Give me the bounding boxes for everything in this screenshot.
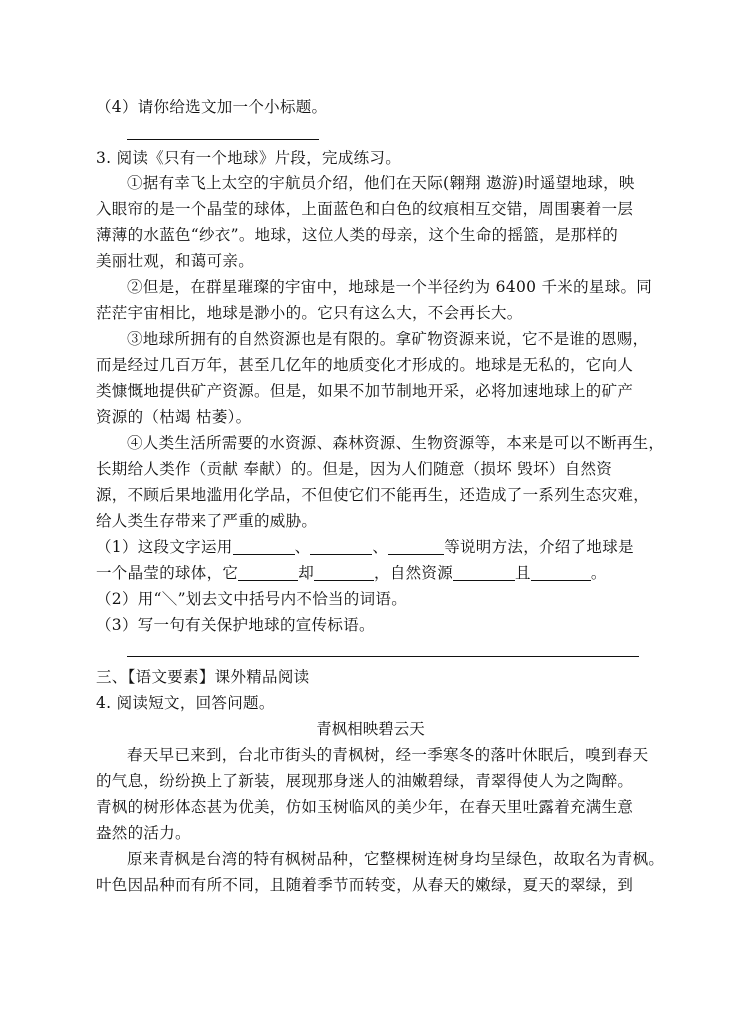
q2-4-text: （4）请你给选文加一个小标题。 [96,98,328,116]
q3-p4-line: 给人类生存带来了严重的威胁。 [96,512,318,530]
q3-p1-line: 薄薄的水蓝色“纱衣”。地球，这位人类的母亲，这个生命的摇篮，是那样的 [96,226,619,244]
q3-p2-line: 茫茫宇宙相比，地球是渺小的。它只有这么大，不会再长大。 [96,304,523,322]
q3-q1-line1 [96,534,656,560]
q3-q1-text: 且 [515,564,531,582]
q3-p3-line: 类慷慨地提供矿产资源。但是，如果不加节制地开采，必将加速地球上的矿产 [96,382,634,400]
q4-p2-line: 原来青枫是台湾的特有枫树品种，它整棵树连树身均呈绿色，故取名为青枫。 [127,850,665,868]
q3-heading: 3. 阅读《只有一个地球》片段，完成练习。 [96,149,402,167]
fill-blank[interactable] [388,538,444,555]
q3-q3-text: （3）写一句有关保护地球的宣传标语。 [96,616,375,634]
q3-p1-line: 入眼帘的是一个晶莹的球体，上面蓝色和白色的纹痕相互交错，周围裹着一层 [96,200,634,218]
fill-blank[interactable] [453,564,515,581]
q3-q1-text: 一个晶莹的球体，它 [96,564,239,582]
fill-blank[interactable] [314,564,374,581]
q3-p4-line: 源，不顾后果地滥用化学品，不但使它们不能再生，还造成了一系列生态灾难， [96,486,650,504]
separator: 、 [294,538,311,556]
separator: 、 [372,538,389,556]
fill-blank[interactable] [233,538,295,555]
q3-p2-line: ②但是，在群星璀璨的宇宙中，地球是一个半径约为 6400 千米的星球。同 [127,278,653,296]
q4-p1-line: 青枫的树形体态甚为优美，仿如玉树临风的美少年，在春天里吐露着充满生意 [96,798,634,816]
q4-p1-line: 盎然的活力。 [96,824,191,842]
q3-q1-line2 [96,560,656,586]
q4-p1-line: 的气息，纷纷换上了新装，展现那身迷人的油嫩碧绿，青翠得使人为之陶醉。 [96,772,634,790]
fill-blank[interactable] [310,538,372,555]
q3-q1-text: 等说明方法，介绍了地球是 [444,538,634,556]
q3-q1-text: 。 [590,564,607,582]
q3-p1-line: 美丽壮观，和蔼可亲。 [96,252,255,270]
q3-p4-line: ④人类生活所需要的水资源、森林资源、生物资源等，本来是可以不断再生， [127,434,665,452]
q3-q1-text: 却 [298,564,315,582]
q4-p1-line: 春天早已来到，台北市街头的青枫树，经一季寒冬的落叶休眠后，嗅到春天 [127,746,649,764]
answer-line[interactable] [127,139,319,140]
answer-line[interactable] [127,656,639,657]
q3-p3-line: 而是经过几百万年，甚至几亿年的地质变化才形成的。地球是无私的，它向人 [96,356,634,374]
q3-p3-line: ③地球所拥有的自然资源也是有限的。拿矿物资源来说，它不是谁的恩赐， [127,330,649,348]
q3-p4-line: 长期给人类作（贡献 奉献）的。但是，因为人们随意（损坏 毁坏）自然资 [96,460,613,478]
q3-p1-line: ①据有幸飞上太空的宇航员介绍，他们在天际(翱翔 遨游)时遥望地球，映 [127,174,635,192]
fill-blank[interactable] [531,564,591,581]
q3-q2-text: （2）用“＼”划去文中括号内不恰当的词语。 [96,590,408,608]
q3-q1-text: （1）这段文字运用 [96,538,233,556]
q3-p3-line: 资源的（枯竭 枯萎）。 [96,408,252,426]
section-3-heading: 三、【语文要素】课外精品阅读 [96,668,310,686]
q3-q1-text: ，自然资源 [374,564,454,582]
q4-heading: 4. 阅读短文，回答问题。 [96,694,275,712]
article-title: 青枫相映碧云天 [316,720,425,738]
fill-blank[interactable] [238,564,298,581]
q4-p2-line: 叶色因品种而有所不同，且随着季节而转变，从春天的嫩绿，夏天的翠绿，到 [96,876,634,894]
